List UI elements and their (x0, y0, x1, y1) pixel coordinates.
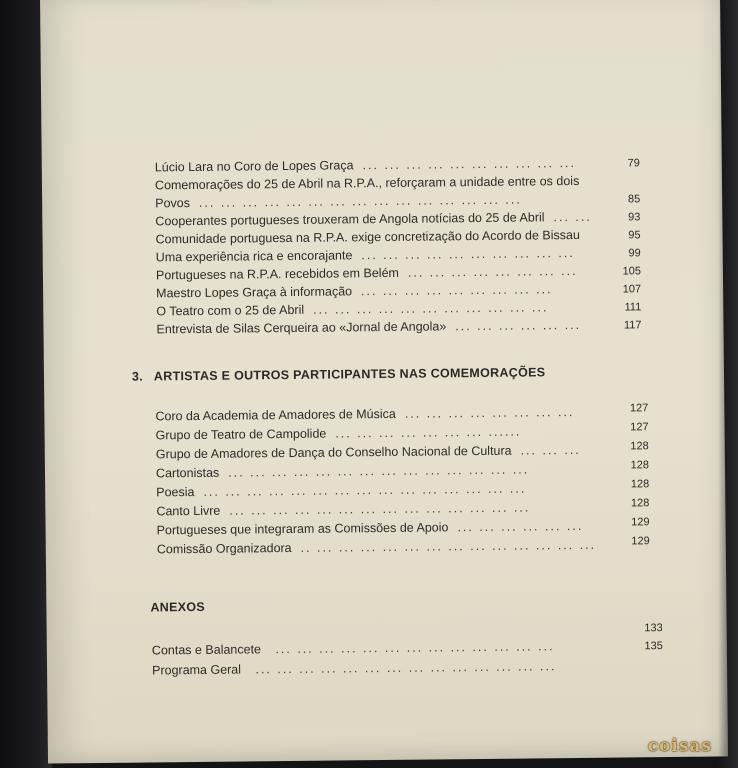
leader-dots: ... ... ... ... ... ... ... ... ... ... ... (307, 300, 549, 317)
toc-page-number: 127 (629, 402, 649, 415)
toc-entry (156, 443, 581, 461)
toc-entry (156, 482, 526, 500)
toc-entry (155, 156, 576, 174)
toc-entry (156, 318, 581, 336)
toc-entry (156, 246, 575, 264)
leader-dots: ... ... ... ... ... ... ... ... (402, 263, 578, 280)
leader-dots: ... ... ... ... ... ... ... ... ... ... ... ... ... ... ... (193, 192, 522, 210)
toc-entry-title: O Teatro com o 25 de Abril (156, 302, 305, 319)
toc-entry-title: Maestro Lopes Graça à informação (156, 284, 353, 301)
toc-entry-title: Contas e Balancete (151, 642, 262, 658)
toc-entry (156, 300, 548, 318)
toc-page-number: 127 (630, 421, 649, 434)
toc-page-number: 133 (644, 622, 663, 635)
section-number: 3. (131, 369, 144, 384)
toc-page-number: 107 (622, 283, 642, 296)
toc-entry-title: Poesia (156, 484, 195, 500)
toc-page-number: 128 (630, 440, 649, 453)
toc-page-number: 79 (627, 157, 640, 170)
leader-dots: ... ... ... ... ... ... ... ... ... ... ... ... ... ... ... (197, 481, 527, 499)
leader-dots: ... ... ... ... ... ... ... ... ... (355, 282, 553, 299)
leader-dots: ... ... ... ... ... ... ... ...... (329, 424, 522, 441)
toc-entry-title: Comissão Organizadora (156, 540, 292, 557)
leader-dots: ... ... (547, 209, 592, 225)
toc-entry (155, 228, 579, 246)
toc-page-number: 111 (624, 301, 642, 314)
toc-page-number: 99 (628, 247, 641, 260)
toc-entry-title: Entrevista de Silas Cerqueira ao «Jornal de Angola» (156, 319, 447, 337)
toc-entry-title: Programa Geral (152, 662, 242, 678)
toc-entry (155, 210, 592, 229)
toc-page-number: 128 (630, 459, 650, 472)
toc-entry-title: Comemorações do 25 de Abril na R.P.A., reforçaram a unidade entre os dois (154, 173, 580, 193)
toc-entry (155, 193, 522, 211)
leader-dots: ... ... ... ... ... ... ... ... ... ... ... ... ... (264, 639, 555, 657)
leader-dots: ... ... ... ... ... ... ... ... ... ... (356, 155, 577, 173)
toc-entry-title: Povos (155, 196, 191, 211)
book-page (40, 0, 728, 764)
toc-entry-title: Cooperantes portugueses trouxeram de Angola notícias do 25 de Abril (155, 210, 545, 229)
toc-entry (156, 264, 578, 282)
toc-entry-title: Cartonistas (155, 465, 220, 481)
toc-entry-title: Uma experiência rica e encorajante (155, 248, 353, 265)
toc-page-number: 128 (630, 497, 650, 510)
toc-entry (156, 462, 529, 480)
toc-page-number: 135 (644, 640, 663, 653)
toc-page-number: 129 (631, 516, 650, 529)
toc-page-number: 117 (623, 319, 642, 332)
toc-entry (156, 282, 553, 300)
toc-page-number: 95 (628, 229, 641, 242)
toc-entry-title: Grupo de Amadores de Dança do Conselho Nacional de Cultura (155, 443, 512, 462)
toc-page-number: 129 (631, 535, 650, 548)
toc-entry (156, 425, 522, 443)
page-edge-shadow (718, 0, 738, 768)
toc-entry (156, 500, 530, 518)
toc-entry-title: Coro da Academia de Amadores de Música (155, 406, 396, 424)
leader-dots: ... ... ... ... ... ... (449, 317, 582, 334)
toc-entry-title: Comunidade portuguesa na R.P.A. exige concretização do Acordo de Bissau (155, 227, 580, 247)
toc-entry-title: Portugueses que integraram as Comissões de Apoio (156, 520, 449, 538)
leader-dots: ... ... ... ... ... ... ... ... ... ... ... ... ... ... (223, 500, 531, 518)
leader-dots: ... ... ... ... ... ... ... ... (399, 405, 575, 421)
section-title: ARTISTAS E OUTROS PARTICIPANTES NAS COMEMORAÇÕES (153, 365, 546, 384)
leader-dots: ... ... ... ... ... ... (451, 518, 584, 535)
toc-entry (152, 659, 557, 677)
toc-entry-title: Lúcio Lara no Coro de Lopes Graça (154, 158, 354, 175)
toc-page-number: 105 (622, 265, 641, 278)
toc-page-number: 93 (628, 211, 641, 224)
toc-entry-title: Portugueses na R.P.A. recebidos em Belém (155, 265, 399, 283)
leader-dots: ... ... ... (514, 442, 581, 458)
anexos-heading: ANEXOS (150, 599, 206, 615)
toc-entry (157, 538, 596, 557)
toc-entry-title: Grupo de Teatro de Campolide (155, 426, 327, 443)
leader-dots: ... ... ... ... ... ... ... ... ... ... ... ... ... ... (222, 462, 530, 480)
leader-dots: .. ... ... ... ... ... ... ... ... ... ... ... ... ... (295, 537, 597, 555)
toc-entry (155, 405, 574, 423)
toc-entry (157, 519, 584, 537)
toc-entry (155, 174, 579, 192)
leader-dots: ... ... ... ... ... ... ... ... ... ... (355, 245, 575, 263)
toc-entry (152, 639, 555, 657)
leader-dots: ... ... ... ... ... ... ... ... ... ... ... ... ... ... (244, 659, 557, 677)
watermark-logo: coisas (647, 736, 712, 756)
section-heading (132, 365, 546, 383)
toc-page-number: 128 (630, 478, 650, 491)
toc-entry-title: Canto Livre (156, 503, 221, 519)
toc-page-number: 85 (627, 193, 641, 206)
